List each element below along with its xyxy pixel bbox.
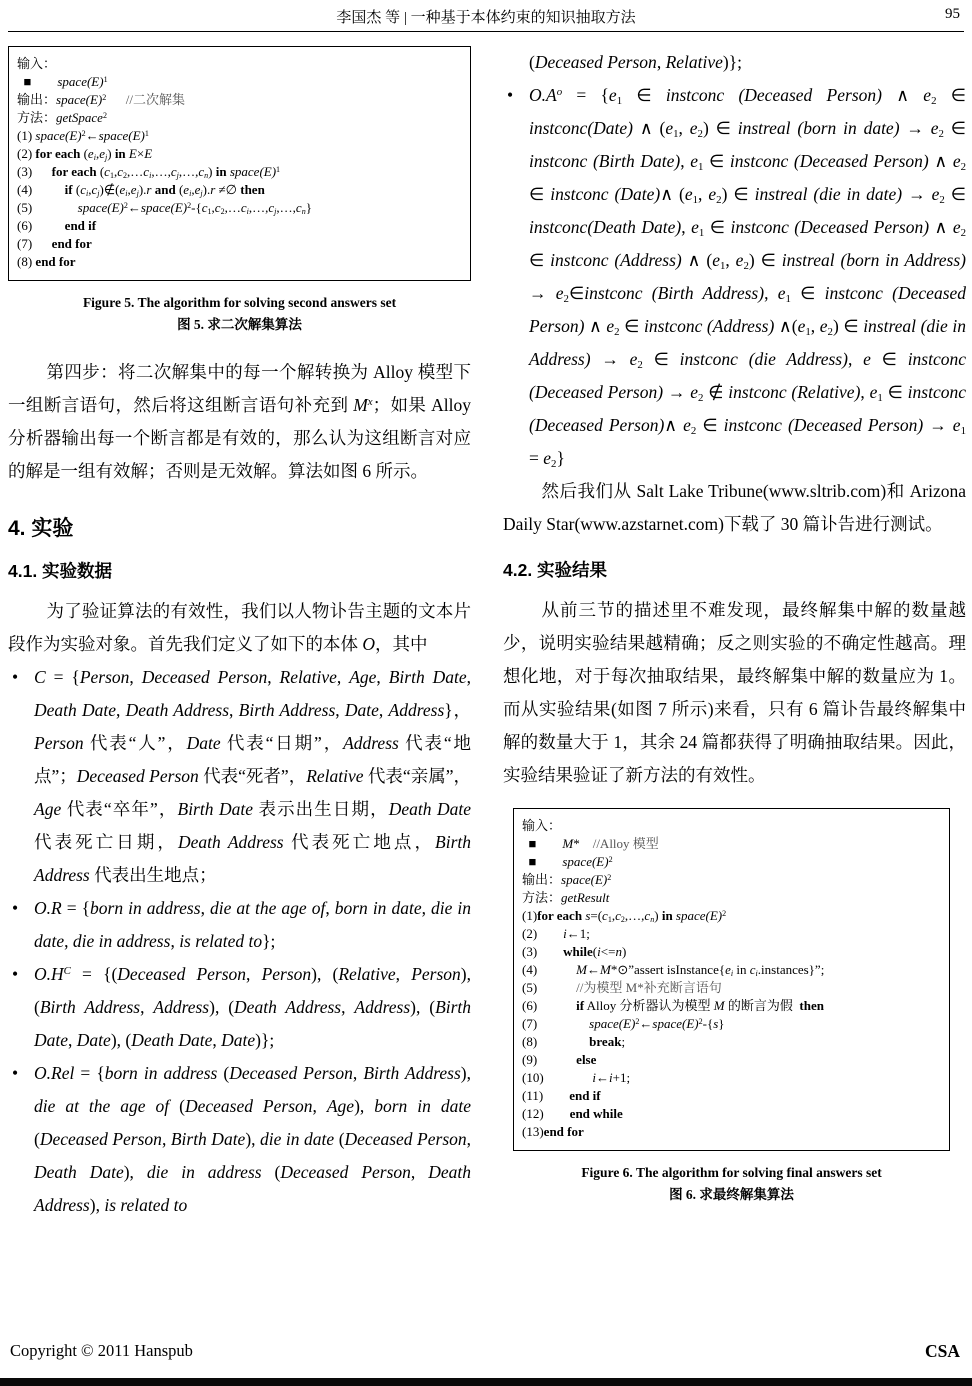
subsection-heading-4-1: 4.1. 实验数据 [8, 561, 113, 581]
copyright-text: Copyright © 2011 Hanspub [10, 1341, 193, 1360]
paragraph-results: 从前三节的描述里不难发现，最终解集中解的数量越少，说明实验结果越精确；反之则实验的不确定性越高。理想化地，对于每次抽取结果，最终解集中解的数量应为 1。而从实验结果(如图 7 所示)来看，只有 6 篇讣告最终解集中解的数量大于 1，其余 24 篇都获得了明确抽取结果。因此，实验结果验证了新方法的有效性。 [503, 600, 966, 785]
algo-line: (2) i←1; [522, 926, 590, 941]
algo-line: (7) end for [17, 236, 92, 251]
algo-line: (2) for each (ei,ej) in E×E [17, 146, 153, 163]
header-rule [8, 31, 964, 32]
figure-6 [513, 808, 950, 1206]
paragraph-step4: 第四步：将二次解集中的每一个解转换为 Alloy 模型下一组断言语句，然后将这组断言语句补充到 $M^x$；如果 Alloy 分析器输出每一个断言都是有效的，那么认为这组断言对应的解是一组有效解；否则是无效解。算法如图 6 所示。 [8, 362, 471, 481]
subsection-heading-4-2: 4.2. 实验结果 [503, 560, 608, 580]
figure5-algorithm-box [8, 46, 471, 281]
bottom-scan-bar [0, 1378, 972, 1386]
algo-line: (7) $space(E)^2\leftarrow space(E)^2-\{s\}$ [522, 1016, 725, 1031]
paragraph-download: 然后我们从 Salt Lake Tribune(www.sltrib.com)和 Arizona Daily Star(www.azstarnet.com)下载了 30 篇讣告进行测试。 [503, 481, 966, 534]
list-item-relations: • O.R = {born in address, die at the age of, born in date, die in date, die in address, is related to}; [34, 892, 471, 958]
algo-line: ■ M* //Alloy 模型 [522, 836, 659, 851]
algo-line: 输入： [522, 818, 562, 833]
algo-line: (8) break; [522, 1034, 626, 1049]
algo-line: (5) $space(E)^2\leftarrow space(E)^2-\{c1,c2,\dots ci,\dots,cj,\dots,cn\}$ [17, 200, 312, 217]
list-item-concepts: • C = {Person, Deceased Person, Relative, Age, Birth Date, Death Date, Death Address, Birth Address, Date, Address}，Person 代表“人”，Date 代表“日期”，Address 代表“地点”；Deceased Person 代表“死者”，Relative 代表“亲属”，Age 代表“卒年”，Birth Date 表示出生日期，Death Date 代表死亡日期，Death Address 代表死亡地点，Birth Address 代表出生地点； [34, 661, 471, 892]
algo-line: (8) end for [17, 254, 76, 269]
algo-line: (5) //为模型 M*补充断言语句 [522, 980, 722, 995]
journal-abbreviation: CSA [924, 1341, 960, 1361]
figure6-caption-en: Figure 6. The algorithm for solving final answers set [581, 1165, 882, 1180]
page-footer [10, 1341, 960, 1362]
algo-line: 输出：$space(E)^2$ [522, 872, 612, 887]
figure-5 [8, 46, 471, 336]
two-column-body [8, 46, 966, 1222]
algo-line: 输出：$space(E)^2$ //二次解集 [17, 92, 185, 107]
page-header [10, 6, 962, 28]
figure6-caption [513, 1163, 950, 1206]
algo-line: (13)end for [522, 1124, 584, 1139]
algo-line: (12) end while [522, 1106, 623, 1121]
algo-line: (10) i←i+1; [522, 1070, 631, 1085]
algo-line: (4) if (ci,cj)∉(ei,ej).r and (ei,ej).r ≠∅ then [17, 182, 265, 199]
algo-line: (11) end if [522, 1088, 601, 1103]
list-item-hierarchy: • $O.H^C$ = {(Deceased Person, Person), (Relative, Person), (Birth Address, Address), (Death Address, Address), (Birth Date, Date), (Death Date, Date)}; [34, 958, 471, 1057]
figure5-caption [8, 293, 471, 336]
axiom-list [503, 79, 966, 475]
algo-line: (9) else [522, 1052, 597, 1067]
section-heading-4: 4. 实验 [8, 517, 74, 540]
paragraph-experiment-data: 为了验证算法的有效性，我们以人物讣告主题的文本片段作为实验对象。首先我们定义了如下的本体 O，其中 [8, 601, 471, 654]
algo-line: (1)for each s=(c1,c2,…,cn) in $space(E)^2$ [522, 908, 727, 925]
algo-line: ■ $space(E)^2$ [522, 854, 613, 869]
list-item-axioms: • $O.A^o = \{e1$ ∈ instconc (Deceased Person) ∧ e2 ∈ instconc(Date) ∧ (e1, e2) ∈ instreal (born in date) → e2 ∈ instconc (Birth Date), e1 ∈ instconc (Deceased Person) ∧ e2 ∈ instconc (Date)∧ (e1, e2) ∈ instreal (die in date) → e2 ∈ instconc(Death Date), e1 ∈ instconc (Deceased Person) ∧ e2 ∈ instconc (Address) ∧ (e1, e2) ∈ instreal (born in Address) → e2∈instconc (Birth Address), e1 ∈ instconc (Deceased Person) ∧ e2 ∈ instconc (Address) ∧(e1, e2) ∈ instreal (die in Address) → e2 ∈ instconc (die Address), e ∈ instconc (Deceased Person) → e2 ∉ instconc (Relative), e1 ∈ instconc (Deceased Person)∧ e2 ∈ instconc (Deceased Person) → e1 = e2} [529, 79, 966, 475]
algo-line: ■ $space(E)^1$ [17, 74, 108, 89]
paragraph-continuation: (Deceased Person, Relative)}; [529, 52, 742, 72]
algo-line: 方法：getResult [522, 890, 610, 905]
left-column [8, 46, 471, 1222]
figure6-caption-zh: 图 6. 求最终解集算法 [669, 1187, 794, 1202]
algo-line: (4) M←M*⊙”assert isInstance{ei in ci.instances}”; [522, 962, 825, 979]
algo-line: 方法：getSpace$^2$ [17, 110, 107, 125]
algo-line: (3) for each (c1,c2,…ci,…,cj,…,cn) in $space(E)^1$ [17, 164, 281, 181]
figure6-algorithm-box [513, 808, 950, 1151]
algo-line: (1) $space(E)^2\leftarrow space(E)^1$ [17, 128, 149, 143]
figure5-caption-zh: 图 5. 求二次解集算法 [177, 317, 302, 332]
list-item-rel-pairs: • O.Rel = {born in address (Deceased Person, Birth Address), die at the age of (Deceased Person, Age), born in date (Deceased Person, Birth Date), die in date (Deceased Person, Death Date), die in address (Deceased Person, Death Address), is related to [34, 1057, 471, 1222]
algo-line: (3) while(i<=n) [522, 944, 627, 959]
algo-line: (6) end if [17, 218, 97, 233]
algo-line: 输入： [17, 56, 57, 71]
running-title: 李国杰 等 | 一种基于本体约束的知识抽取方法 [336, 10, 636, 26]
ontology-definition-list [8, 661, 471, 1222]
page-number: 95 [945, 6, 960, 22]
figure5-caption-en: Figure 5. The algorithm for solving second answers set [82, 295, 397, 310]
algo-line: (6) if Alloy 分析器认为模型 M 的断言为假 then [522, 998, 824, 1013]
right-column [503, 46, 966, 1222]
